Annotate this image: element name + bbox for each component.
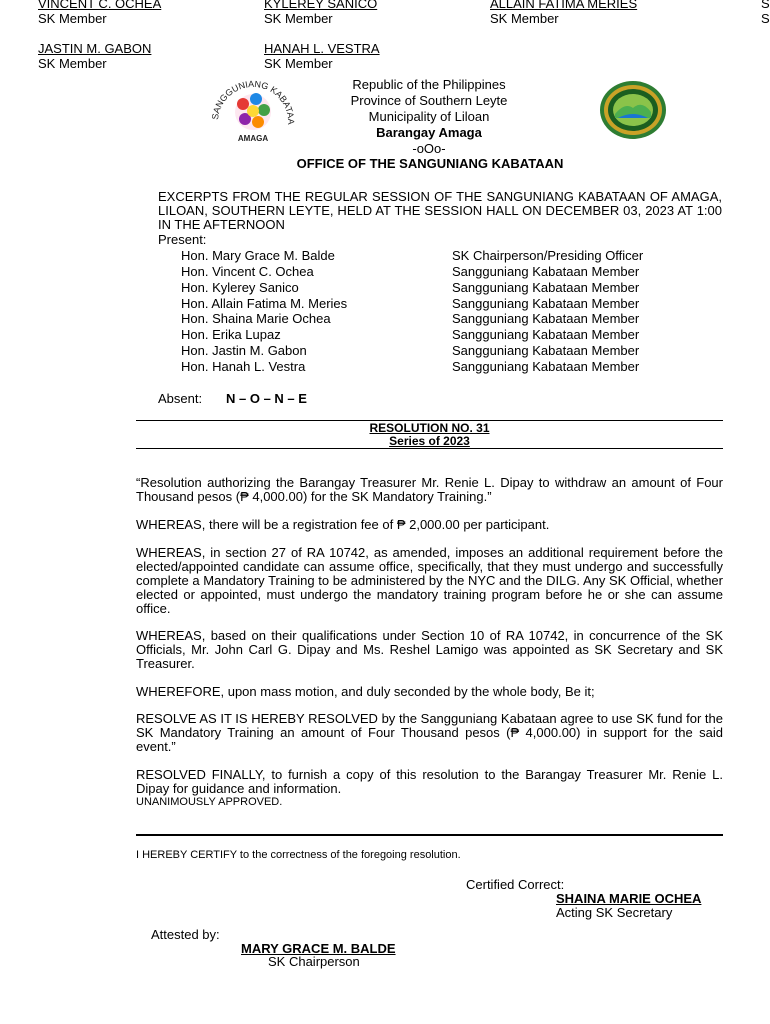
letterhead-ornament: -oOo- <box>412 141 446 156</box>
attendee-position: SK Chairperson/Presiding Officer <box>452 248 644 263</box>
attendee-name: Hon. Shaina Marie Ochea <box>181 311 331 326</box>
whereas-appointment: WHEREAS, based on their qualifications under Section 10 of RA 10742, in concurrence of the SK Officials, Mr. John Carl G. Dipay and Ms. Reshel Lamigo was appointed as SK Secretary and SK Treasurer. <box>136 628 723 671</box>
member-role: SK Member <box>264 56 333 71</box>
attendee-position: Sangguniang Kabataan Member <box>452 264 640 279</box>
chairperson-title: SK Chairperson <box>268 954 360 969</box>
certified-label: Certified Correct: <box>466 877 565 892</box>
resolve-clause: RESOLVE AS IT IS HEREBY RESOLVED by the Sangguniang Kabataan agree to use SK fund for the SK Mandatory Training an amount of Four Thousand pesos (₱ 4,000.00) in support for the said event.” <box>136 711 723 754</box>
member-role: SK Member <box>264 11 333 26</box>
wherefore-clause: WHEREFORE, upon mass motion, and duly seconded by the whole body, Be it; <box>136 684 595 699</box>
attendee-row <box>181 359 701 375</box>
attendee-name: Hon. Erika Lupaz <box>181 327 281 342</box>
certify-statement: I HEREBY CERTIFY to the correctness of the foregoing resolution. <box>136 849 461 861</box>
attendee-row <box>181 296 701 312</box>
resolution-number: RESOLUTION NO. 31 <box>369 421 490 435</box>
chairperson-name: MARY GRACE M. BALDE <box>241 941 396 956</box>
attendee-position: Sangguniang Kabataan Member <box>452 343 640 358</box>
attendee-row <box>181 264 701 280</box>
attendee-row <box>181 280 701 296</box>
resolved-finally: RESOLVED FINALLY, to furnish a copy of this resolution to the Barangay Treasurer Mr. Renie L. Dipay for guidance and information. <box>136 767 723 796</box>
member-role: SK Member <box>490 11 559 26</box>
member-role: SK Member <box>38 56 107 71</box>
absent-label: Absent: <box>158 391 203 406</box>
whereas-fee: WHEREAS, there will be a registration fee of ₱ 2,000.00 per participant. <box>136 517 550 532</box>
attendee-name: Hon. Vincent C. Ochea <box>181 264 314 279</box>
attendee-position: Sangguniang Kabataan Member <box>452 311 640 326</box>
attendee-row <box>181 327 701 343</box>
divider <box>136 834 723 836</box>
letterhead-municipality: Municipality of Liloan <box>368 109 490 124</box>
member-name: S <box>761 0 770 11</box>
member-name: HANAH L. VESTRA <box>264 41 380 56</box>
attendee-row <box>181 311 701 327</box>
attendee-position: Sangguniang Kabataan Member <box>452 296 640 311</box>
whereas-training: WHEREAS, in section 27 of RA 10742, as amended, imposes an additional requirement before the elected/appointed candidate can assume office, specifically, that they must undergo and successfully complete a Mandatory Training to be administered by the NYC and the DILG. Any SK Official, whether elected or appointed, must undergo the mandatory training program before he or she can assume office. <box>136 545 723 616</box>
office-title: OFFICE OF THE SANGUNIANG KABATAAN <box>296 156 564 171</box>
attested-label: Attested by: <box>151 927 220 942</box>
attendee-row <box>181 248 701 264</box>
barangay-seal <box>598 80 668 140</box>
divider <box>136 448 723 449</box>
approval-status: UNANIMOUSLY APPROVED. <box>136 796 283 808</box>
session-excerpt: EXCERPTS FROM THE REGULAR SESSION OF THE SANGUNIANG KABATAAN OF AMAGA, LILOAN, SOUTHERN LEYTE, HELD AT THE SESSION HALL ON DECEMBER 03, 2023 AT 1:00 IN THE AFTERNOON <box>158 189 722 232</box>
member-name: VINCENT C. OCHEA <box>38 0 162 11</box>
attendee-row <box>181 343 701 359</box>
letterhead-barangay: Barangay Amaga <box>376 125 482 140</box>
member-name: KYLEREY SANICO <box>264 0 378 11</box>
member-role: S <box>761 11 770 26</box>
sk-logo-arc-text: SANGGUNIANG KABATAA <box>210 78 296 125</box>
present-label: Present: <box>158 232 207 247</box>
attendee-name: Hon. Hanah L. Vestra <box>181 359 306 374</box>
resolution-series: Series of 2023 <box>389 434 470 448</box>
sk-logo <box>210 74 296 148</box>
secretary-name: SHAINA MARIE OCHEA <box>556 891 702 906</box>
member-role: SK Member <box>38 11 107 26</box>
attendee-position: Sangguniang Kabataan Member <box>452 327 640 342</box>
attendee-position: Sangguniang Kabataan Member <box>452 359 640 374</box>
attendee-name: Hon. Jastin M. Gabon <box>181 343 307 358</box>
attendee-name: Hon. Kylerey Sanico <box>181 280 299 295</box>
attendee-name: Hon. Allain Fatima M. Meries <box>181 296 348 311</box>
sk-logo-amaga: AMAGA <box>237 134 269 143</box>
absent-value: N – O – N – E <box>226 391 307 406</box>
letterhead-republic: Republic of the Philippines <box>352 77 506 92</box>
member-name: ALLAIN FATIMA MERIES <box>490 0 638 11</box>
member-name: JASTIN M. GABON <box>38 41 152 56</box>
secretary-title: Acting SK Secretary <box>556 905 673 920</box>
resolution-title: “Resolution authorizing the Barangay Treasurer Mr. Renie L. Dipay to withdraw an amount of Four Thousand pesos (₱ 4,000.00) for the SK Mandatory Training.” <box>136 475 723 504</box>
letterhead-province: Province of Southern Leyte <box>350 93 508 108</box>
attendee-name: Hon. Mary Grace M. Balde <box>181 248 335 263</box>
attendee-position: Sangguniang Kabataan Member <box>452 280 640 295</box>
